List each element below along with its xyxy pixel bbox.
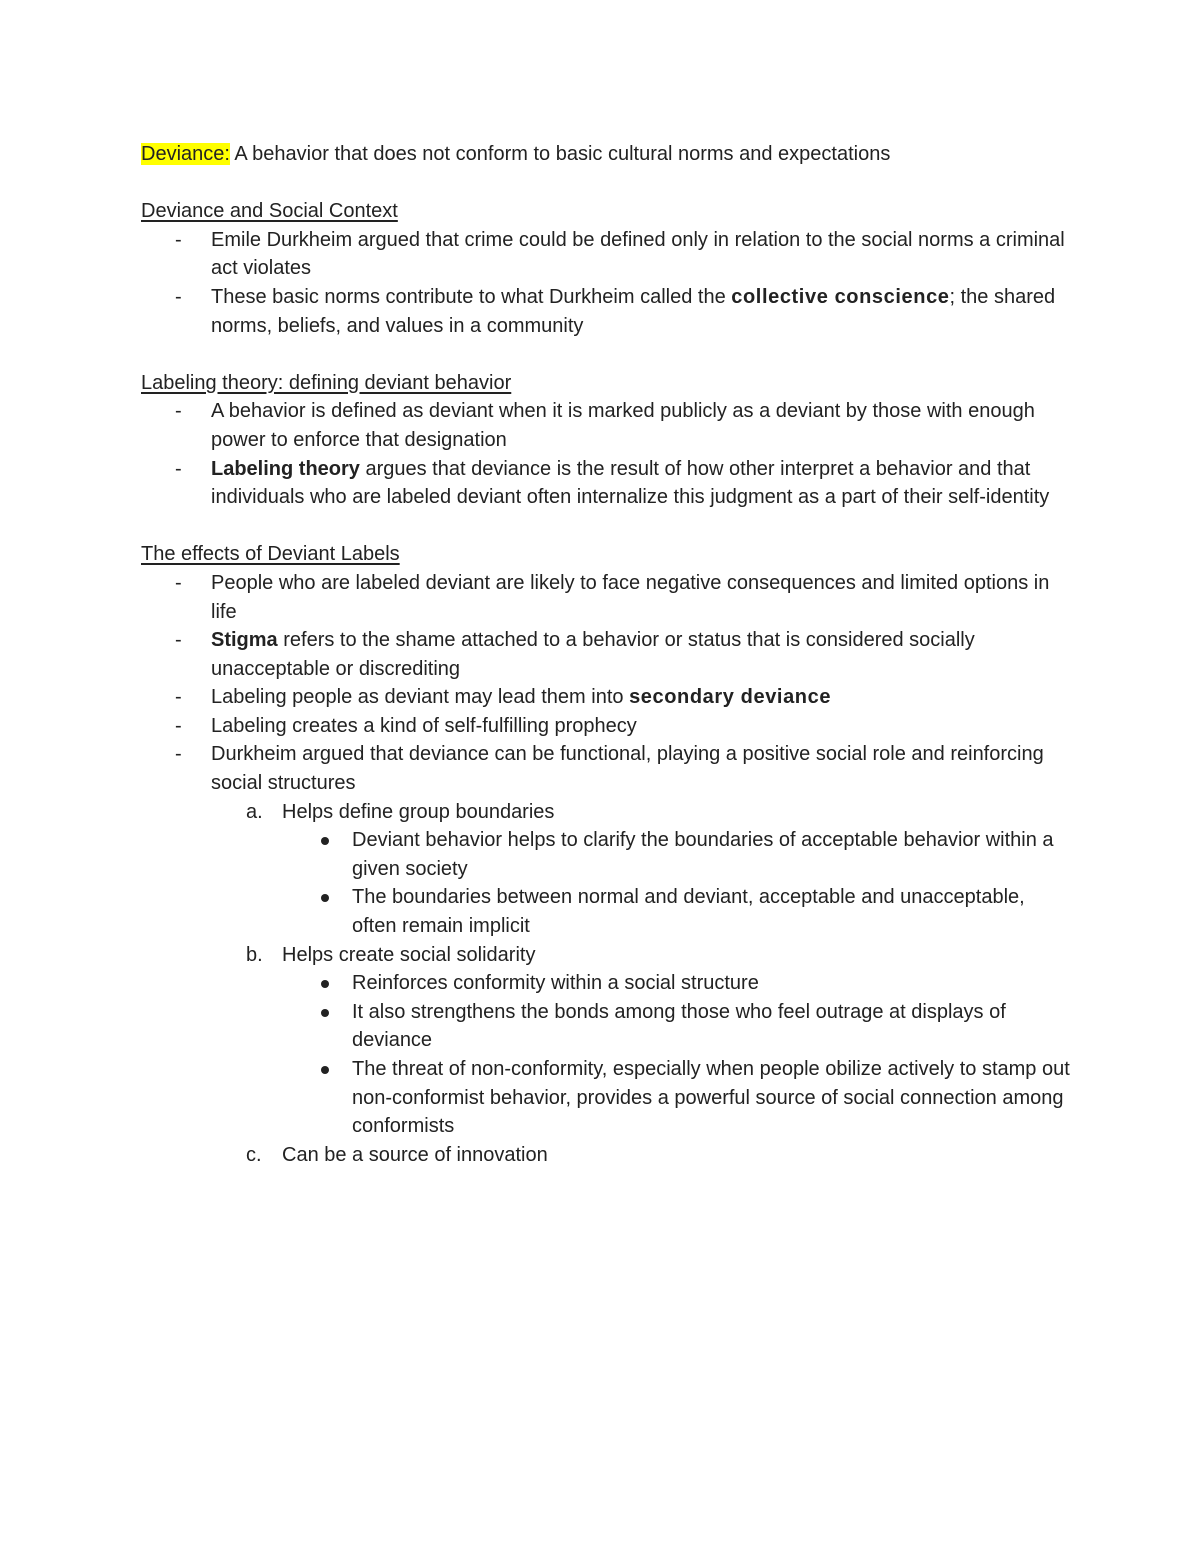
bullet-text: Deviant behavior helps to clarify the boundaries of acceptable behavior within a given society [352,829,1054,880]
dash-marker: - [175,629,182,652]
spacer [141,169,1071,198]
dash-marker: - [175,228,182,251]
item-text: Labeling creates a kind of self-fulfilling prophecy [211,714,637,737]
list-item [141,683,1071,712]
dash-marker: - [175,571,182,594]
bullet-icon [321,980,329,988]
sublist-text: Helps define group boundaries [282,800,555,823]
bullet-text: The threat of non-conformity, especially when people obilize actively to stamp out non-conformist behavior, provides a powerful source of social connection among conformists [352,1058,1070,1138]
list-item [141,455,1071,512]
bullet-icon [321,837,329,845]
definition-line [141,140,1071,169]
bullet-icon [321,1066,329,1074]
item-text: Labeling people as deviant may lead them into [211,686,630,709]
item-text: Emile Durkheim argued that crime could be defined only in relation to the social norms a criminal act violates [211,228,1065,280]
dash-marker: - [175,457,182,480]
bullet-item [141,826,1071,883]
bullet-item [141,998,1071,1055]
item-text: Durkheim argued that deviance can be functional, playing a positive social role and reinforcing social structures [211,743,1044,795]
bullet-item [141,883,1071,940]
bullet-text: The boundaries between normal and deviant, acceptable and unacceptable, often remain implicit [352,886,1025,938]
list-item [141,226,1071,283]
list-item [141,626,1071,683]
sublist-text: Helps create social solidarity [282,943,536,966]
definition-term: Deviance: [141,143,230,165]
document-page [141,140,1071,1169]
list-item [141,740,1071,797]
section-heading-deviant-labels: The effects of Deviant Labels [141,543,400,566]
bold-term: collective conscience [731,285,950,308]
dash-marker: - [175,743,182,766]
list-item [141,569,1071,626]
bullet-text: Reinforces conformity within a social structure [352,972,759,995]
bullet-item [141,1055,1071,1141]
bold-term: secondary deviance [629,686,832,709]
bullet-text: It also strengthens the bonds among those who feel outrage at displays of deviance [352,1000,1006,1052]
bold-term: Stigma [211,629,278,652]
item-text: A behavior is defined as deviant when it is marked publicly as a deviant by those with enough power to enforce that designation [211,400,1035,451]
dash-marker: - [175,686,182,709]
sublist-item [141,1141,1071,1170]
list-item [141,712,1071,741]
list-item [141,283,1071,340]
definition-text: A behavior that does not conform to basic cultural norms and expectations [229,143,891,165]
sublist-text: Can be a source of innovation [282,1143,548,1166]
spacer [141,340,1071,369]
sublist-item [141,941,1071,970]
letter-marker: b. [246,943,263,966]
list-item [141,397,1071,454]
section-heading-social-context: Deviance and Social Context [141,200,398,223]
sublist-item [141,798,1071,827]
bullet-item [141,969,1071,998]
bullet-icon [321,894,329,902]
dash-marker: - [175,714,182,737]
letter-marker: a. [246,800,263,823]
spacer [141,512,1071,541]
dash-marker: - [175,400,182,423]
item-text: argues that deviance is the result of how other interpret a behavior and that individuals who are labeled deviant often internalize this judgment as a part of their self-identity [211,457,1050,509]
item-text: refers to the shame attached to a behavior or status that is considered socially unacceptable or discrediting [211,629,975,680]
bold-term: Labeling theory [211,457,360,480]
item-text: People who are labeled deviant are likely to face negative consequences and limited options in life [211,571,1050,623]
section-heading-labeling-theory: Labeling theory: defining deviant behavior [141,371,512,394]
letter-marker: c. [246,1143,262,1166]
bullet-icon [321,1009,329,1017]
item-text: ; the shared norms, beliefs, and values in a community [211,285,1056,337]
item-text: These basic norms contribute to what Durkheim called the [211,285,732,308]
dash-marker: - [175,285,182,308]
